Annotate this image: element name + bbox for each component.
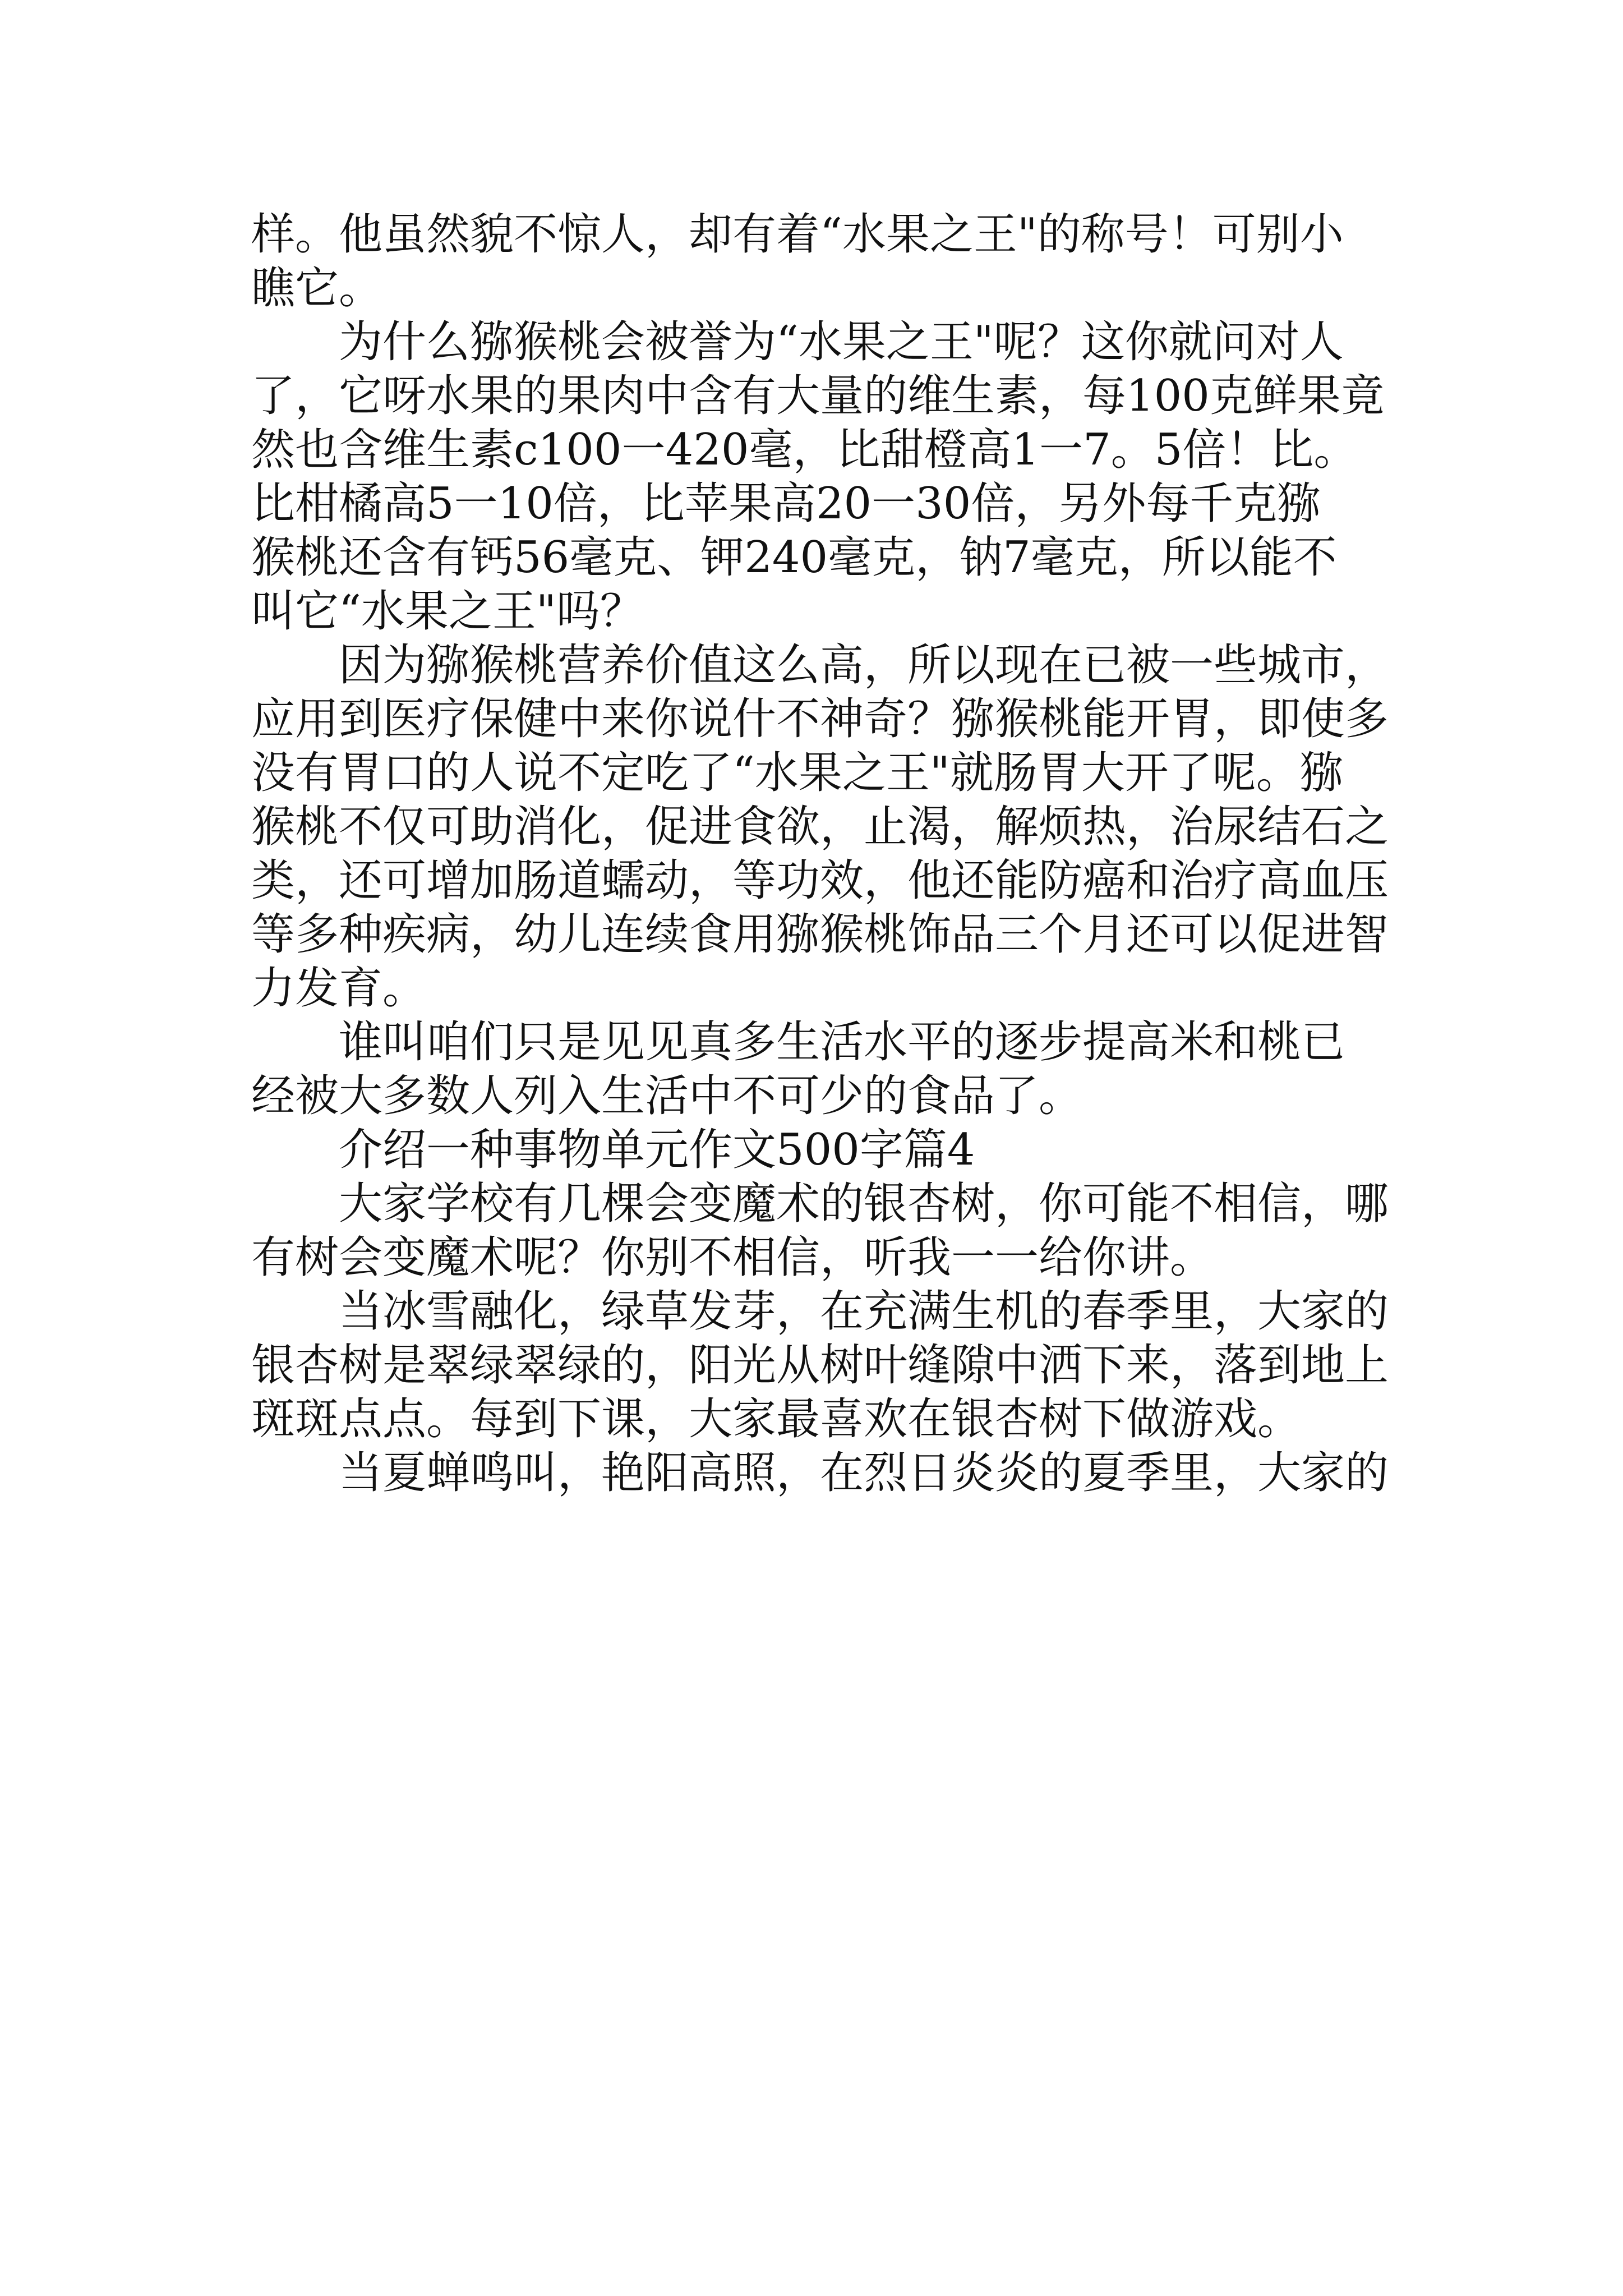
text-line: 样。他虽然貌不惊人，却有着“水果之王"的称号！可别小 [251, 209, 1344, 260]
text-line: 了，它呀水果的果肉中含有大量的维生素，每100克鲜果竟 [251, 371, 1385, 421]
paragraph-4 [251, 1015, 1390, 1123]
text-line: 因为猕猴桃营养价值这么高，所以现在已被一些城市， [339, 640, 1389, 691]
text-line: 斑斑点点。每到下课，大家最喜欢在银杏树下做游戏。 [251, 1394, 1302, 1444]
text-line: 比柑橘高5一10倍，比苹果高20一30倍，另外每千克猕 [251, 478, 1321, 529]
text-line: 没有胃口的人说不定吃了“水果之王"就肠胃大开了呢。猕 [251, 748, 1344, 798]
text-line: 经被大多数人列入生活中不可少的食品了。 [251, 1071, 1083, 1121]
text-line: 大家学校有几棵会变魔术的银杏树，你可能不相信，哪 [339, 1179, 1389, 1229]
text-line: 等多种疾病，幼儿连续食用猕猴桃饰品三个月还可以促进智 [251, 909, 1389, 960]
paragraph-1 [251, 208, 1390, 315]
text-line: 然也含维生素c100一420毫，比甜橙高1一7。5倍！比。 [251, 425, 1358, 475]
text-line: 猴桃不仅可助消化，促进食欲，止渴，解烦热，治尿结石之 [251, 802, 1389, 852]
text-line: 银杏树是翠绿翠绿的，阳光从树叶缝隙中洒下来，落到地上 [251, 1340, 1389, 1391]
text-line: 猴桃还含有钙56毫克、钾240毫克，钠7毫克，所以能不 [251, 532, 1337, 583]
paragraph-6 [251, 1177, 1390, 1285]
text-line: 类，还可增加肠道蠕动，等功效，他还能防癌和治疗高血压 [251, 855, 1389, 906]
document-body [251, 208, 1390, 1500]
text-line: 有树会变魔术呢？你别不相信，听我一一给你讲。 [251, 1232, 1214, 1283]
text-line: 谁叫咱们只是见见真多生活水平的逐步提高米和桃已 [339, 1017, 1345, 1068]
text-line: 叫它“水果之王"吗？ [251, 586, 644, 637]
text-line: 力发育。 [251, 963, 427, 1014]
text-line: 瞧它。 [251, 263, 383, 314]
text-line: 为什么猕猴桃会被誉为“水果之王"呢？这你就问对人 [339, 317, 1344, 367]
paragraph-3 [251, 638, 1390, 1015]
text-line: 应用到医疗保健中来你说什不神奇？猕猴桃能开胃，即使多 [251, 694, 1389, 744]
paragraph-8 [251, 1446, 1390, 1500]
text-line: 当夏蝉鸣叫，艳阳高照，在烈日炎炎的夏季里，大家的 [339, 1448, 1389, 1498]
text-line: 当冰雪融化，绿草发芽，在充满生机的春季里，大家的 [339, 1286, 1389, 1337]
section-heading [251, 1123, 1390, 1177]
paragraph-2 [251, 315, 1390, 638]
section-heading-text: 介绍一种事物单元作文500字篇4 [339, 1125, 975, 1175]
paragraph-7 [251, 1285, 1390, 1446]
